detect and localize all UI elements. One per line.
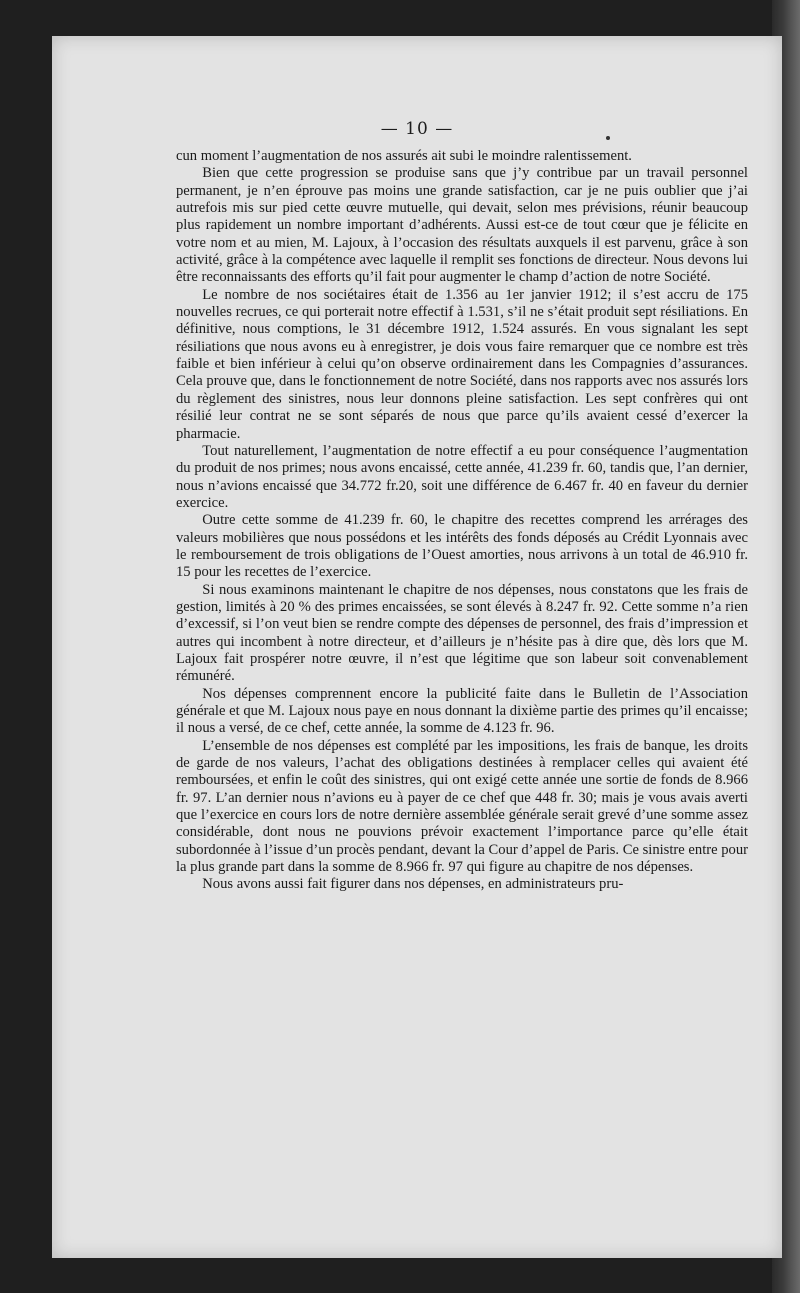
paragraph: Tout naturellement, l’augmentation de notre effectif a eu pour conséquence l’augmentation du produit de nos primes; nous avons encaissé, cette année, 41.239 fr. 60, tandis que, l’an dernier, nous n’avions encaissé que 34.772 fr.20, soit une différence de 6.467 fr. 40 en faveur du dernier exercice. — [176, 442, 748, 511]
paragraph: Outre cette somme de 41.239 fr. 60, le chapitre des recettes comprend les arrérages des valeurs mobilières que nous possédons et les intérêts des fonds déposés au Crédit Lyonnais avec le remboursement de trois obligations de l’Ouest amorties, nous arrivons à un total de 46.910 fr. 15 pour les recettes de l’exercice. — [176, 512, 748, 581]
page-number: — 10 — — [380, 119, 454, 139]
body-text — [176, 148, 748, 894]
paragraph: Nos dépenses comprennent encore la publicité faite dans le Bulletin de l’Association générale et que M. Lajoux nous paye en nous donnant la dixième partie des primes qu’il encaisse; il nous a versé, de ce chef, cette année, la somme de 4.123 fr. 96. — [176, 685, 748, 737]
paragraph: Nous avons aussi fait figurer dans nos dépenses, en administrateurs pru- — [202, 876, 624, 893]
paragraph: Le nombre de nos sociétaires était de 1.356 au 1er janvier 1912; il s’est accru de 175 nouvelles recrues, ce qui porterait notre effectif à 1.531, s’il ne s’était produit sept résiliations. En définitive, nous comptions, le 31 décembre 1912, 1.524 assurés. En vous signalant les sept résiliations que nous avons eu à enregistrer, je dois vous faire remarquer que ce nombre est très faible et bien inférieur à celui qu’on observe ordinairement dans les Compagnies d’assurances. Cela prouve que, dans le fonctionnement de notre Société, dans nos rapports avec nos assurés lors du règlement des sinistres, nous leur donnons pleine satisfaction. Les sept confrères qui ont résilié leur contrat ne se sont séparés de nous que parce qu’ils avaient cessé d’exercer la pharmacie. — [176, 286, 748, 442]
paragraph: L’ensemble de nos dépenses est complété par les impositions, les frais de banque, les droits de garde de nos valeurs, l’achat des obligations destinées à remplacer celles qui avaient été remboursées, et enfin le coût des sinistres, qui ont exigé cette année une sortie de fonds de 8.966 fr. 97. L’an dernier nous n’avions eu à payer de ce chef que 448 fr. 30; mais je vous avais averti que l’exercice en cours lors de notre dernière assemblée générale serait grevé d’une somme assez considérable, dont nous ne pouvions prévoir exactement l’importance parce qu’elle était subordonnée à l’issue d’un procès pendant, devant la Cour d’appel de Paris. Ce sinistre entre pour la plus grande part dans la somme de 8.966 fr. 97 qui figure au chapitre de nos dépenses. — [176, 737, 748, 876]
paragraph: Si nous examinons maintenant le chapitre de nos dépenses, nous constatons que les frais de gestion, limités à 20 % des primes encaissées, se sont élevés à 8.247 fr. 92. Cette somme n’a rien d’excessif, si l’on veut bien se rendre compte des dépenses de personnel, des frais d’impression et autres qui incombent à notre directeur, et d’ailleurs je n’hésite pas à dire que, dès lors que M. Lajoux fait prospérer notre œuvre, il n’est que légitime que son labeur soit convenablement rémunéré. — [176, 581, 748, 685]
paragraph: Bien que cette progression se produise sans que j’y contribue par un travail personnel permanent, je n’en éprouve pas moins une grande satisfaction, car je ne puis oublier que j’ai autrefois mis sur pied cette œuvre mutuelle, qui devait, selon mes prévisions, réunir beaucoup plus rapidement un nombre important d’adhérents. Aussi est-ce de tout cœur que je félicite en votre nom et au mien, M. Lajoux, à l’occasion des résultats auxquels il est parvenu, grâce à son activité, grâce à la compétence avec laquelle il remplit ses fonctions de directeur. Nous devons lui être reconnaissants des efforts qu’il fait pour augmenter le champ d’action de notre Société. — [176, 165, 748, 286]
document-page — [52, 36, 782, 1258]
ink-dot — [606, 136, 610, 140]
paragraph: cun moment l’augmentation de nos assurés ait subi le moindre ralentissement. — [176, 148, 632, 164]
